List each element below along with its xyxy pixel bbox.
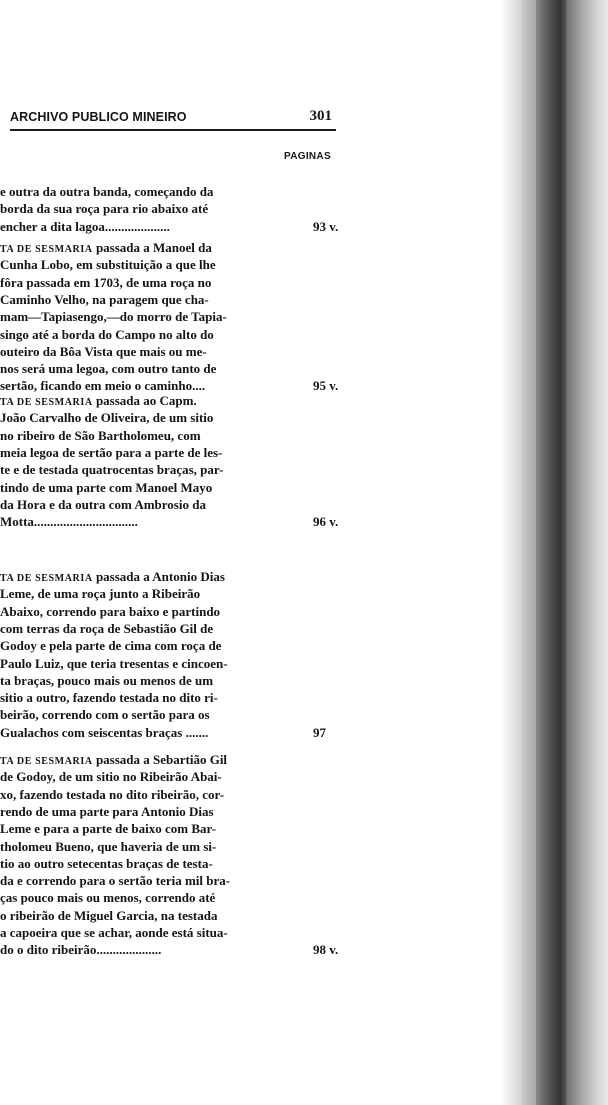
entry-text: passada a Sebartião Gil	[92, 752, 228, 767]
entry-line	[0, 907, 217, 924]
entry-line	[0, 274, 211, 291]
entry-line	[0, 820, 216, 837]
entry-text: borda da sua roça para rio abaixo até	[0, 201, 209, 217]
entry-line	[0, 343, 207, 360]
entry-line	[0, 479, 212, 496]
entry-lead: TA DE SESMARIA	[0, 397, 93, 408]
entry-line	[0, 513, 138, 530]
entry-line	[0, 218, 170, 235]
entry-line	[0, 444, 222, 461]
binding-edge	[566, 0, 608, 1105]
entry-text: nos será uma legoa, com outro tanto de	[0, 361, 217, 377]
entry-text: Gualachos com seiscentas braças .......	[0, 724, 209, 740]
entry-lead: TA DE SESMARIA	[0, 573, 93, 584]
entry-line	[0, 326, 214, 343]
entry-text: fôra passada em 1703, de uma roça no	[0, 274, 212, 290]
entry-text: beirão, correndo com o sertão para os	[0, 707, 210, 723]
entry-line	[0, 924, 228, 941]
entry-text: outeiro da Bôa Vista que mais ou me-	[0, 343, 207, 359]
entry-text: rendo de uma parte para Antonio Dias	[0, 803, 214, 819]
entry-line	[0, 461, 224, 478]
entry-text: da e correndo para o sertão teria mil bra-	[0, 873, 231, 889]
entry-line	[0, 308, 227, 325]
binding-shadow	[500, 0, 522, 1105]
entry-text: Leme, de uma roça junto a Ribeirão	[0, 586, 201, 602]
entry-line	[0, 889, 215, 906]
entry-line	[0, 637, 221, 654]
entry-line	[0, 620, 213, 637]
entry-text: xo, fazendo testada no dito ribeirão, cor-	[0, 786, 225, 802]
entry-line	[0, 409, 213, 426]
entry-line	[0, 786, 224, 803]
entry-line	[0, 855, 213, 872]
entry-line	[0, 585, 200, 602]
entry-text: passada a Manoel da	[92, 240, 212, 255]
entry-line	[0, 803, 214, 820]
entry-line	[0, 689, 218, 706]
entry-line	[0, 360, 216, 377]
entry-text: sitio a outro, fazendo testada no dito ri-	[0, 690, 218, 706]
entry-line	[0, 200, 208, 217]
entry-text: João Carvalho de Oliveira, de um sitio	[0, 410, 214, 426]
entry-text: te e de testada quatrocentas braças, par-	[0, 462, 224, 478]
entry-text: Caminho Velho, na paragem que cha-	[0, 291, 209, 307]
entry-line	[0, 838, 216, 855]
entry-text: Godoy e pela parte de cima com roça de	[0, 638, 222, 654]
entry-text: no ribeiro de São Bartholomeu, com	[0, 427, 201, 443]
entry-text: encher a dita lagoa....................	[0, 218, 170, 234]
entry-text: passada a Antonio Dias	[92, 569, 225, 584]
entry-lead: TA DE SESMARIA	[0, 756, 93, 767]
entry-text: ta braças, pouco mais ou menos de um	[0, 672, 214, 688]
page-number: 301	[309, 108, 332, 124]
entry-text: ças pouco mais ou menos, correndo até	[0, 890, 216, 906]
entry-text: mam—Tapiasengo,—do morro de Tapia-	[0, 309, 227, 325]
entry-line	[0, 568, 225, 587]
entry-text: e outra da outra banda, começando da	[0, 184, 214, 199]
entry-line	[0, 291, 209, 308]
running-header	[10, 107, 336, 131]
entry-text: Motta................................	[0, 514, 138, 530]
entry-text: o ribeirão de Miguel Garcia, na testada	[0, 907, 218, 923]
binding-shadow	[522, 0, 536, 1105]
entry-text: da Hora e da outra com Ambrosio da	[0, 496, 206, 512]
entry-line	[0, 872, 230, 889]
entry-text: de Godoy, de um sitio no Ribeirão Abai-	[0, 769, 222, 785]
entry-line	[0, 256, 216, 273]
entry-line	[0, 655, 228, 672]
entry-line	[0, 496, 206, 513]
entry-lead: TA DE SESMARIA	[0, 244, 93, 255]
entry-text: tindo de uma parte com Manoel Mayo	[0, 479, 213, 495]
entry-line	[0, 768, 222, 785]
entry-text: a capoeira que se achar, aonde está situa-	[0, 925, 228, 940]
entry-line	[0, 941, 161, 958]
page-reference: 96 v.	[313, 514, 339, 530]
entry-line	[0, 672, 213, 689]
entry-text: Cunha Lobo, em substituição a que lhe	[0, 257, 216, 273]
entry-text: Paulo Luiz, que teria tresentas e cincoen-	[0, 655, 228, 671]
entry-line	[0, 603, 220, 620]
running-title: ARCHIVO PUBLICO MINEIRO	[10, 110, 187, 124]
entry-text: Leme e para a parte de baixo com Bar-	[0, 821, 217, 837]
entry-text: meia legoa de sertão para a parte de les-	[0, 444, 223, 460]
entry-text: tholomeu Bueno, que haveria de um si-	[0, 838, 217, 854]
binding-edge	[536, 0, 566, 1105]
entry-text: singo até a borda do Campo no alto do	[0, 326, 214, 342]
page-reference: 93 v.	[313, 218, 339, 234]
entry-text: passada ao Capm.	[92, 393, 197, 408]
entry-text: Abaixo, correndo para baixo e partindo	[0, 603, 221, 619]
entry-line	[0, 392, 197, 411]
page-reference: 98 v.	[313, 942, 339, 958]
entry-line	[0, 751, 227, 770]
entry-text: tio ao outro setecentas braças de testa-	[0, 855, 213, 871]
column-label: PAGINAS	[284, 151, 331, 162]
page-reference: 97	[313, 724, 326, 740]
entry-text: sertão, ficando em meio o caminho....	[0, 378, 206, 394]
page-reference: 95 v.	[313, 378, 339, 394]
entry-line	[0, 183, 213, 200]
entry-text: com terras da roça de Sebastião Gil de	[0, 620, 214, 636]
entry-line	[0, 427, 201, 444]
entry-text: do o dito ribeirão....................	[0, 942, 162, 958]
entry-line	[0, 239, 212, 258]
entry-line	[0, 724, 208, 741]
entry-line	[0, 706, 210, 723]
